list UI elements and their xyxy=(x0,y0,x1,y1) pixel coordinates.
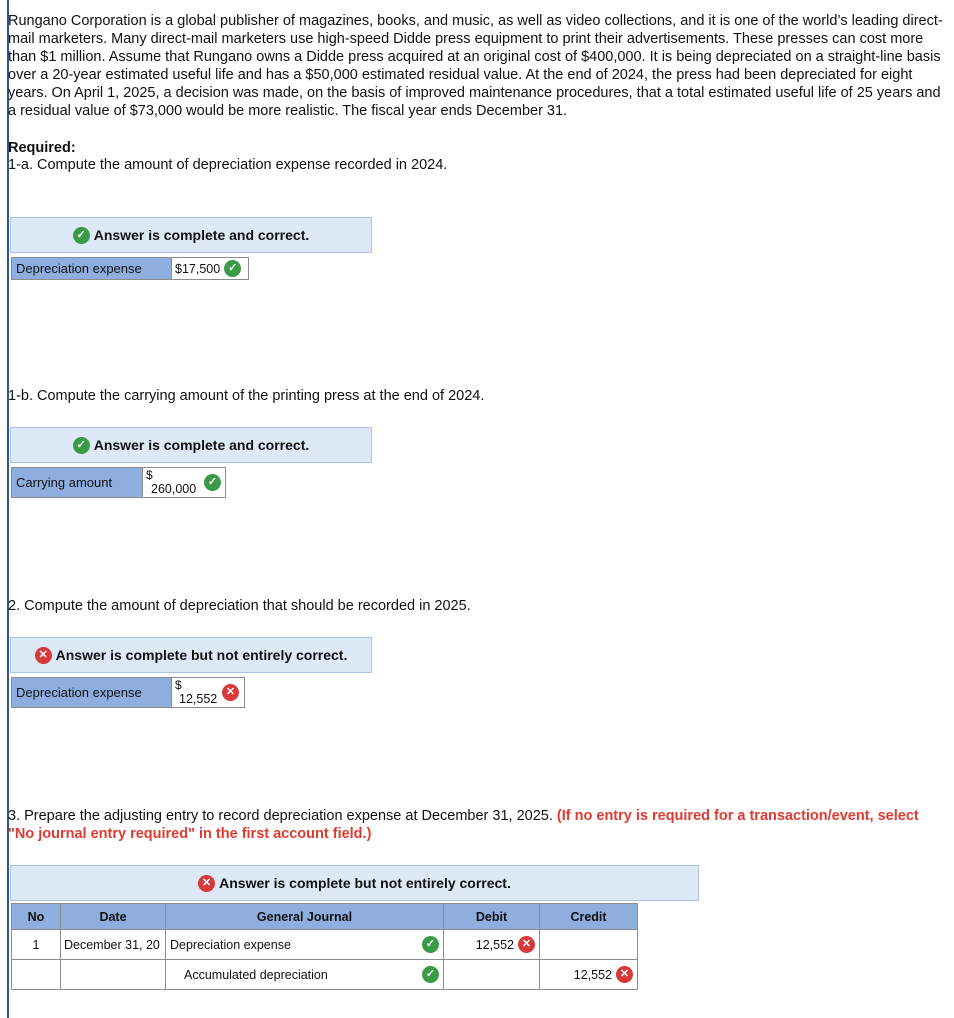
question-2: 2. Compute the amount of depreciation that should be recorded in 2025. xyxy=(8,598,471,614)
cross-circle-icon: ✕ xyxy=(222,684,239,701)
debit-input[interactable] xyxy=(444,960,540,990)
q3-status-banner xyxy=(10,865,699,901)
question-3-instruction: (If no entry is required for a transaction/event, select "No journal entry required" in the first account field.) xyxy=(8,808,919,842)
question-3 xyxy=(8,807,944,843)
account-name: Depreciation expense xyxy=(170,937,291,952)
check-circle-icon: ✓ xyxy=(422,936,439,953)
row-no: 1 xyxy=(12,930,61,960)
col-credit: Credit xyxy=(540,904,638,930)
table-row xyxy=(12,960,638,990)
q1b-currency-symbol: $ xyxy=(146,468,153,482)
q1b-status-banner xyxy=(10,427,372,463)
credit-input[interactable] xyxy=(540,930,638,960)
table-row xyxy=(12,930,638,960)
question-1a: 1-a. Compute the amount of depreciation expense recorded in 2024. xyxy=(8,157,448,173)
credit-input[interactable] xyxy=(540,960,638,990)
q3-status-text: Answer is complete but not entirely correct. xyxy=(219,875,511,891)
date-select[interactable]: December 31, 20 xyxy=(61,930,166,960)
account-name: Accumulated depreciation xyxy=(184,967,328,982)
q1a-status-banner xyxy=(10,217,372,253)
question-3-text: 3. Prepare the adjusting entry to record depreciation expense at December 31, 2025. xyxy=(8,808,553,824)
col-no: No xyxy=(12,904,61,930)
problem-intro: Rungano Corporation is a global publisher of magazines, books, and music, as well as video collections, and it is one of the world’s leading direct-mail marketers. Many direct-mail marketers use high-speed Didde press equipment to print their advertisements. These presses can cost more than $1 million. Assume that Rungano owns a Didde press acquired at an original cost of $400,000. It is being depreciated on a straight-line basis over a 20-year estimated useful life and has a $50,000 estimated residual value. At the end of 2024, the press had been depreciated for eight years. On April 1, 2025, a decision was made, on the basis of improved maintenance procedures, that a total estimated useful life of 25 years and a residual value of $73,000 would be more realistic. The fiscal year ends December 31. xyxy=(8,13,943,119)
q1b-answer-value: 260,000 xyxy=(151,482,197,496)
cross-circle-icon: ✕ xyxy=(616,966,633,983)
q2-answer-label: Depreciation expense xyxy=(12,678,172,707)
required-title: Required: xyxy=(8,140,76,156)
check-circle-icon: ✓ xyxy=(73,227,90,244)
q1a-answer-value: $17,500 xyxy=(175,261,221,276)
question-1b: 1-b. Compute the carrying amount of the printing press at the end of 2024. xyxy=(8,388,485,404)
q2-currency-symbol: $ xyxy=(175,678,182,692)
credit-value: 12,552 xyxy=(573,967,612,982)
q1b-answer-row xyxy=(11,467,226,498)
journal-table xyxy=(11,903,638,990)
q2-status-banner xyxy=(10,637,372,673)
check-circle-icon: ✓ xyxy=(204,474,221,491)
q1b-answer-input[interactable] xyxy=(143,468,225,497)
col-date: Date xyxy=(61,904,166,930)
journal-header-row xyxy=(12,904,638,930)
q1a-answer-row xyxy=(11,257,249,280)
check-circle-icon: ✓ xyxy=(73,437,90,454)
account-select[interactable] xyxy=(166,960,444,990)
q1a-answer-input[interactable] xyxy=(172,258,248,279)
debit-value: 12,552 xyxy=(475,937,514,952)
q1b-status-text: Answer is complete and correct. xyxy=(93,437,310,453)
debit-input[interactable] xyxy=(444,930,540,960)
problem-content xyxy=(8,12,944,174)
q2-status-text: Answer is complete but not entirely correct. xyxy=(55,647,348,663)
q1b-answer-label: Carrying amount xyxy=(12,468,143,497)
account-select[interactable] xyxy=(166,930,444,960)
check-circle-icon: ✓ xyxy=(422,966,439,983)
col-debit: Debit xyxy=(444,904,540,930)
cross-circle-icon: ✕ xyxy=(518,936,535,953)
q1a-status-text: Answer is complete and correct. xyxy=(93,227,310,243)
q1a-answer-label: Depreciation expense xyxy=(12,258,172,279)
q2-answer-value: 12,552 xyxy=(179,692,218,706)
check-circle-icon: ✓ xyxy=(224,260,241,277)
date-select[interactable] xyxy=(61,960,166,990)
row-no xyxy=(12,960,61,990)
cross-circle-icon: ✕ xyxy=(198,875,215,892)
cross-circle-icon: ✕ xyxy=(35,647,52,664)
q2-answer-row xyxy=(11,677,245,708)
q2-answer-input[interactable] xyxy=(172,678,244,707)
col-general-journal: General Journal xyxy=(166,904,444,930)
